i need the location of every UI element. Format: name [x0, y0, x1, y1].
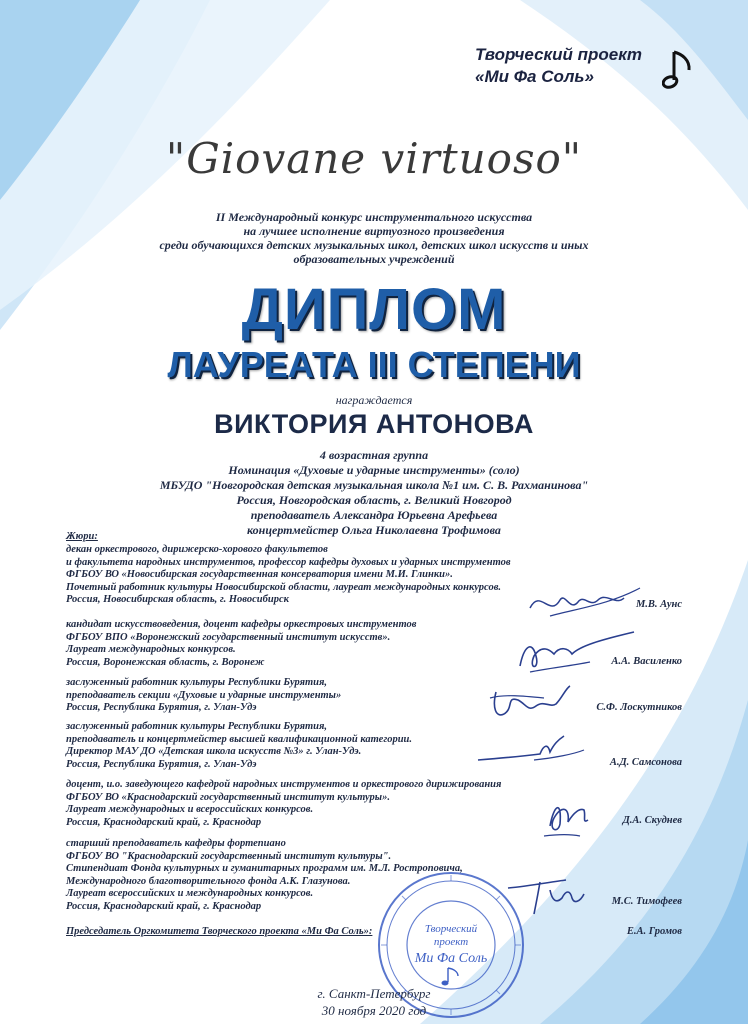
winner-name: ВИКТОРИЯ АНТОНОВА	[214, 409, 534, 439]
footer-date: 30 ноября 2020 год	[321, 1003, 427, 1018]
detail-line: МБУДО "Новгородская детская музыкальная школа №1 им. С. В. Рахманинова"	[159, 478, 589, 492]
jury-line: ФГБОУ ВПО «Воронежский государственный институт искусств».	[66, 631, 391, 643]
jury-line: Россия, Новосибирская область, г. Новосибирск	[66, 594, 289, 606]
jury-line: ФГБОУ ВО «Новосибирская государственная консерватория имени М.И. Глинки».	[66, 569, 453, 581]
jury-line: Стипендиат Фонда культурных и гуманитарных программ им. М.Л. Ростроповича,	[66, 863, 463, 875]
stamp-line-1: Творческий	[424, 923, 478, 935]
project-name-line2: «Ми Фа Соль»	[475, 67, 594, 86]
jury-line: Россия, Республика Бурятия, г. Улан-Удэ	[66, 702, 257, 714]
jury-line: Россия, Краснодарский край, г. Краснодар	[66, 816, 262, 828]
jury-member-5	[66, 779, 566, 829]
jury-line: преподаватель и концертмейстер высшей квалификационной категории.	[66, 733, 413, 745]
stamp-line-3: Ми Фа Соль	[414, 951, 488, 966]
jury-line: декан оркестрового, дирижерско-хорового факультетов	[66, 544, 328, 555]
contest-line-3: среди обучающихся детских музыкальных школ, детских школ искусств и иных	[159, 238, 589, 252]
detail-line: Россия, Новгородская область, г. Великий Новгород	[236, 493, 512, 507]
jury-member-1	[66, 544, 566, 607]
jury-line: Лауреат международных и всероссийских конкурсов.	[66, 804, 314, 816]
winner-details	[90, 448, 658, 538]
chairman-label: Председатель Оргкомитета Творческого проекта «Ми Фа Соль»:	[66, 926, 373, 937]
music-note-icon	[662, 46, 696, 92]
detail-line: Номинация «Духовые и ударные инструменты» (соло)	[228, 463, 520, 477]
contest-line-4: образовательных учреждений	[293, 252, 455, 266]
jury-name-5: Д.А. Скуднев	[622, 815, 682, 826]
diploma-degree: ЛАУРЕАТА III СТЕПЕНИ	[167, 344, 581, 385]
chairman-row	[66, 926, 682, 937]
jury-line: Россия, Воронежская область, г. Воронеж	[66, 656, 265, 668]
jury-member-2	[66, 619, 566, 669]
jury-line: Директор МАУ ДО «Детская школа искусств №3» г. Улан-Удэ.	[66, 746, 362, 758]
jury-line: Почетный работник культуры Новосибирской области, лауреат международных конкурсов.	[66, 581, 502, 593]
stamp-line-2: проект	[433, 936, 469, 948]
detail-line: 4 возрастная группа	[319, 448, 429, 462]
footer-place-date	[0, 985, 748, 1019]
jury-heading-label: Жюри:	[66, 531, 98, 542]
jury-line: ФГБОУ ВО "Краснодарский государственный институт культуры".	[66, 850, 392, 862]
jury-line: Международного благотворительного фонда А.К. Глазунова.	[66, 875, 351, 887]
jury-name-1: М.В. Аунс	[635, 599, 682, 610]
detail-line: концертмейстер Ольга Николаевна Трофимова	[247, 523, 501, 537]
jury-line: кандидат искусствоведения, доцент кафедры оркестровых инструментов	[66, 619, 417, 630]
jury-line: Лауреат международных конкурсов.	[66, 644, 236, 656]
contest-line-2: на лучшее исполнение виртуозного произведения	[243, 224, 505, 238]
awarded-label: награждается	[335, 393, 413, 407]
stamp-note-icon	[448, 968, 458, 982]
project-logo-text	[475, 44, 642, 88]
jury-line: Россия, Краснодарский край, г. Краснодар	[66, 900, 262, 912]
jury-line: и факультета народных инструментов, профессор кафедры духовых и ударных инструментов	[66, 556, 511, 568]
signature-samsonova	[474, 730, 614, 780]
jury-line: доцент, и.о. заведующего кафедрой народных инструментов и оркестрового дирижирования	[66, 779, 502, 790]
jury-line: Россия, Республика Бурятия, г. Улан-Удэ	[66, 758, 257, 770]
jury-name-4: А.Д. Самсонова	[609, 757, 682, 768]
footer-city: г. Санкт-Петербург	[317, 986, 431, 1001]
signature-vasilenko	[510, 626, 650, 676]
jury-name-2: А.А. Василенко	[611, 656, 682, 667]
diploma-title: ДИПЛОМ	[241, 277, 507, 342]
chairman-name: Е.А. Громов	[626, 926, 682, 937]
contest-title: "Giovane virtuoso"	[165, 134, 583, 183]
jury-line: Лауреат всероссийских и международных конкурсов.	[66, 888, 314, 900]
project-name-line1: Творческий проект	[475, 45, 642, 64]
jury-line: заслуженный работник культуры Республики Бурятия,	[66, 721, 328, 732]
jury-heading	[66, 531, 566, 544]
detail-line: преподаватель Александра Юрьевна Арефьева	[250, 508, 498, 522]
contest-description	[110, 210, 638, 266]
jury-line: старший преподаватель кафедры фортепиано	[66, 838, 286, 849]
jury-line: заслуженный работник культуры Республики Бурятия,	[66, 677, 328, 688]
contest-line-1: II Международный конкурс инструментального искусства	[215, 210, 533, 224]
jury-line: преподаватель секции «Духовые и ударные инструменты»	[66, 689, 342, 701]
jury-name-3: С.Ф. Лоскутников	[596, 702, 682, 713]
jury-line: ФГБОУ ВО «Краснодарский государственный институт культуры».	[66, 791, 390, 803]
jury-name-6: М.С. Тимофеев	[611, 896, 682, 907]
